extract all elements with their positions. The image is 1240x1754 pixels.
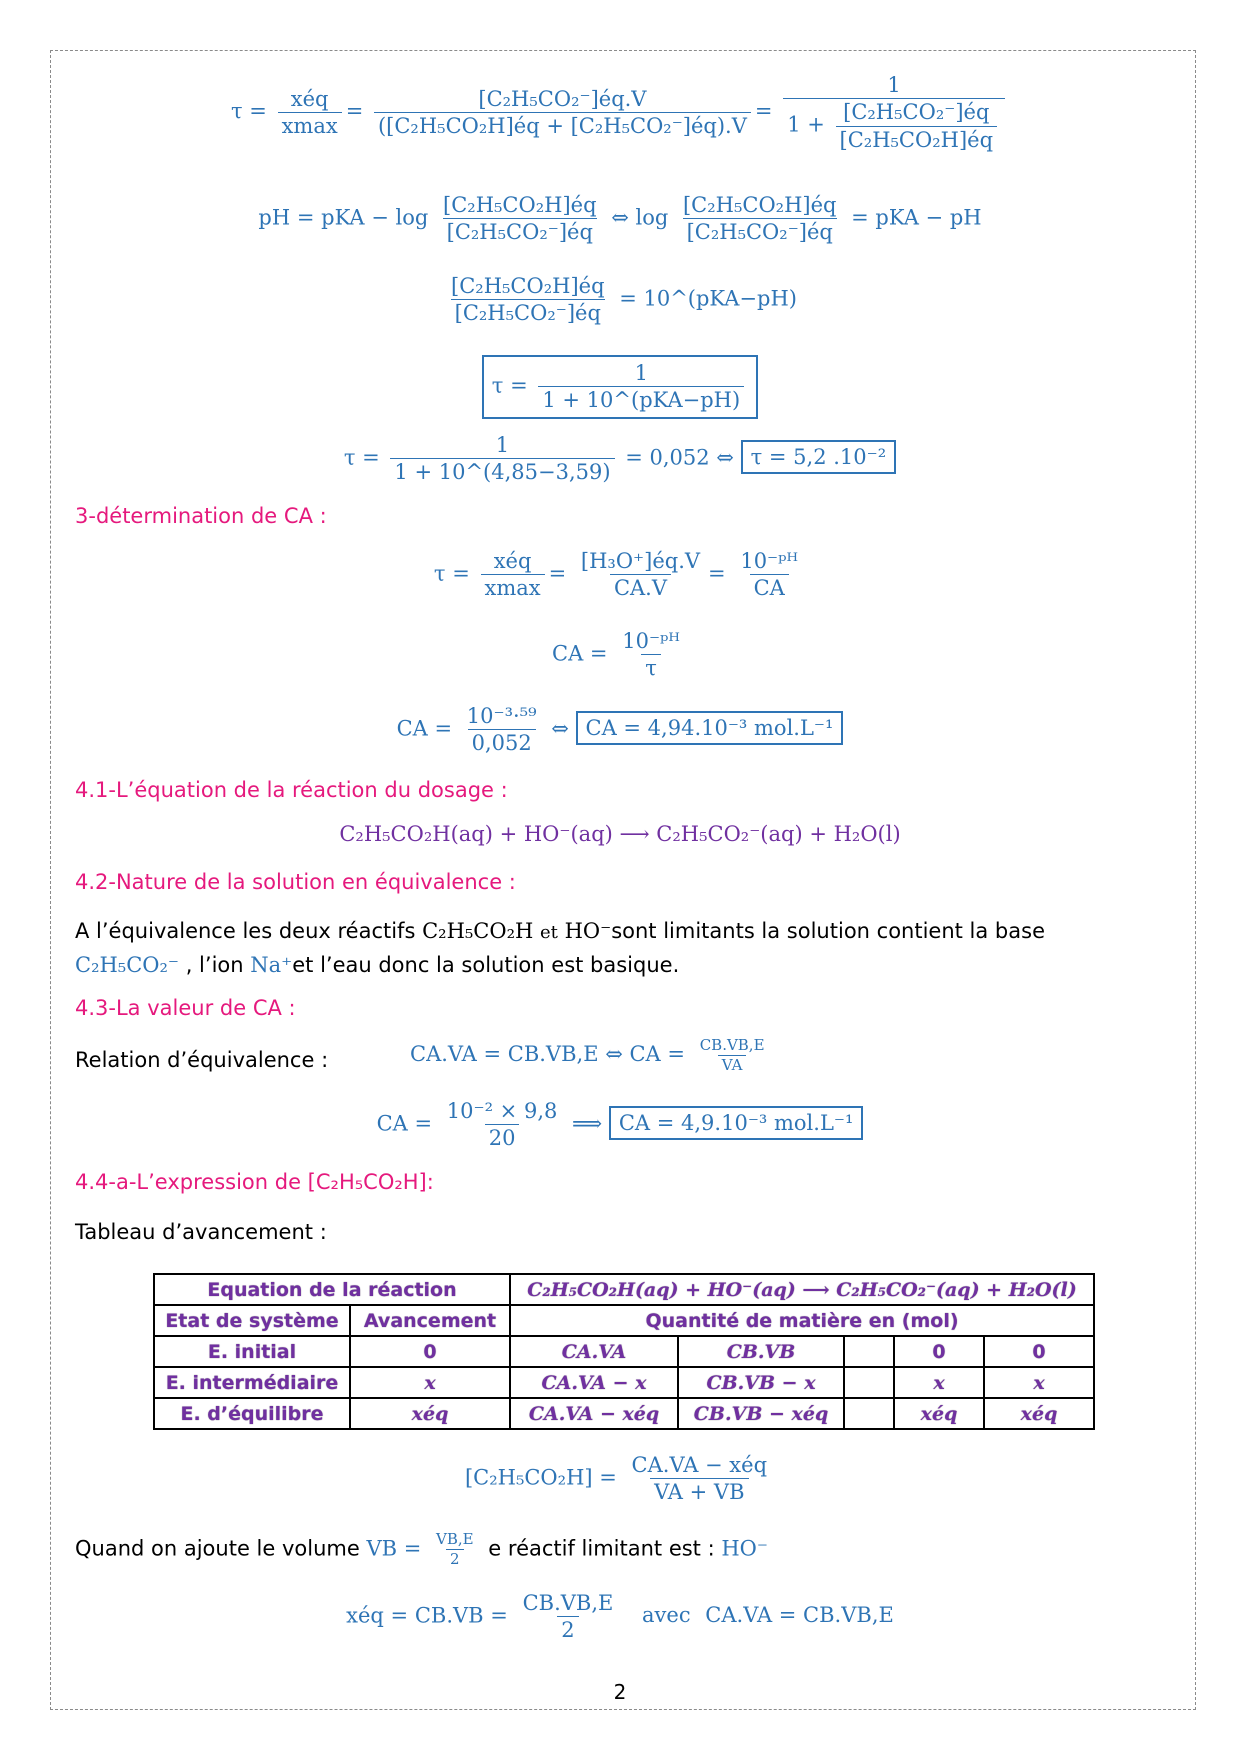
tau-result: τ = 5,2 .10⁻² [741,440,897,474]
text: , l’ion [185,953,244,977]
table-cell: xéq [894,1398,984,1429]
frac-den: 1 + 10^(pKA−pH) [538,386,744,413]
text: A l’équivalence les deux réactifs [75,919,416,943]
text: et [540,922,558,943]
frac-num: 10⁻² × 9,8 [446,1099,558,1123]
table-equation: C₂H₅CO₂H(aq) + HO⁻(aq) ⟶ C₂H₅CO₂⁻(aq) + H₂O(l) [510,1274,1094,1305]
xeq-relation: CA.VA = CB.VB,E [705,1603,894,1628]
text: sont limitants la solution contient la base [611,919,1045,943]
avec-text: avec [642,1603,691,1628]
frac-num: 1 [887,73,901,97]
frac-num: [C₂H₅CO₂H]éq [443,193,597,217]
table-cell: 0 [350,1336,510,1367]
frac-num: 10⁻³·⁵⁹ [466,704,537,728]
frac-num: [C₂H₅CO₂H]éq [682,193,837,217]
text: Quand on ajoute le volume [75,1536,360,1561]
vb-lhs: VB = [366,1536,422,1561]
frac-den: [C₂H₅CO₂⁻]éq [683,218,837,245]
frac-den: xmax [278,112,342,139]
frac-num: [C₂H₅CO₂⁻]éq.V [478,86,647,111]
frac-den: 2 [557,1616,578,1643]
tau-lhs: τ = [433,561,470,586]
equation-tau-ca: τ = $\frac{\text{xéq}}{xmax}$ = $\frac{\text{[H₃O⁺]éq.V}}{CA.V}$ = $\frac{\text{10⁻ᵖᴴ}}{CA}$ [0,548,1240,602]
reaction-equation: C₂H₅CO₂H(aq) + HO⁻(aq) ⟶ C₂H₅CO₂⁻(aq) + H₂O(l) [339,822,901,846]
ph-rhs: = pKA − pH [851,205,982,230]
tau-lhs: τ = [230,98,267,123]
table-header: Avancement [350,1305,510,1336]
conjugate-base: C₂H₅CO₂⁻ [75,953,180,977]
equation-concentration [0,1452,1240,1506]
equation-ca-expression [0,628,1240,682]
frac-num: [C₂H₅CO₂⁻]éq [843,100,990,125]
advancement-table [153,1273,1095,1430]
section-42-heading: 4.2-Nature de la solution en équivalence : [75,870,516,894]
text: et l’eau donc la solution est basique. [292,953,680,977]
section-3-heading: 3-détermination de CA : [75,504,327,528]
xeq-lhs: xéq = CB.VB = [346,1603,508,1628]
ratio-rhs: = 10^(pKA−pH) [619,286,797,311]
table-cell: xéq [984,1398,1094,1429]
table-cell: 0 [984,1336,1094,1367]
text: e réactif limitant est : [488,1536,715,1561]
table-header: Etat de système [154,1305,350,1336]
frac-den: ([C₂H₅CO₂H]éq + [C₂H₅CO₂⁻]éq).V [374,112,751,139]
table-cell: CB.VB [678,1336,844,1367]
ca-lhs: CA = [376,1111,433,1136]
table-cell: x [894,1367,984,1398]
frac-den: CA.V [610,574,671,601]
equation-xeq [0,1590,1240,1644]
frac-den: [C₂H₅CO₂⁻]éq [443,218,597,245]
frac-num: [C₂H₅CO₂H]éq [451,274,605,298]
page-number: 2 [613,1680,627,1704]
table-cell: CB.VB − x [678,1367,844,1398]
frac-den: [C₂H₅CO₂⁻]éq [451,299,605,326]
frac-den: xmax [481,574,545,601]
frac-den-prefix: 1 + [787,112,825,137]
frac-num: CA.VA − xéq [631,1453,768,1477]
table-cell: CB.VB − xéq [678,1398,844,1429]
ph-lhs: pH = pKA − log [258,205,429,230]
frac-den: CA [750,574,789,601]
vb-line [75,1530,1165,1569]
tau-lhs: τ = [343,445,380,470]
equation-tau-numeric [0,432,1240,486]
table-cell: x [350,1367,510,1398]
relation-text: CA.VA = CB.VB,E ⇔ CA = [410,1041,685,1066]
frac-num: CB.VB,E [522,1591,614,1615]
table-row [154,1336,1094,1367]
frac-num: 1 [634,361,648,385]
table-cell [844,1398,894,1429]
frac-den: [C₂H₅CO₂H]éq [836,126,998,153]
table-cell: CA.VA [510,1336,678,1367]
frac-num: CB.VB,E [699,1036,765,1054]
reactant-base: HO⁻ [564,919,612,943]
equation-ca-value [0,703,1240,757]
frac-num: 10⁻ᵖᴴ [622,629,680,653]
table-row [154,1367,1094,1398]
equivalence-label: Relation d’équivalence : [75,1048,329,1072]
table-header: Equation de la réaction [154,1274,510,1305]
table-header: Quantité de matière en (mol) [510,1305,1094,1336]
frac-num: 1 [495,433,510,457]
equivalence-arrow: ⇔ [551,716,569,741]
frac-num: xéq [290,86,329,111]
table-cell: CA.VA − xéq [510,1398,678,1429]
table-cell: E. initial [154,1336,350,1367]
frac-den: 0,052 [468,729,536,756]
frac-den: τ [641,654,661,681]
frac-num: [H₃O⁺]éq.V [580,549,701,573]
table-label: Tableau d’avancement : [75,1220,327,1244]
implies-arrow: ⟹ [572,1111,603,1136]
table-cell: 0 [894,1336,984,1367]
table-cell: xéq [350,1398,510,1429]
reactant-acid: C₂H₅CO₂H [422,919,534,943]
frac-den: VA [718,1055,747,1075]
table-cell: x [984,1367,1094,1398]
frac-den: 2 [446,1549,464,1569]
table-cell [844,1336,894,1367]
frac-num: 10⁻ᵖᴴ [740,549,799,573]
equation-ph [0,192,1240,246]
conc-lhs: [C₂H₅CO₂H] = [464,1465,617,1490]
equation-ca-calc [0,1098,1240,1152]
ph-mid: ⇔ log [611,205,669,230]
equivalence-relation [410,1036,773,1075]
frac-num: VB,E [436,1530,474,1548]
equation-tau-ratio: τ = $\frac{\text{xéq}}{xmax}$ = $\frac{\text{[C₂H₅CO₂⁻]éq.V}}{\text{([C₂H₅CO₂H]éq + [C₂H₅CO₂⁻]éq).V}}$ = 1 1 + $\frac{\text{[C₂H₅CO₂⁻]éq}}{\text{[C₂H₅CO₂H]éq}}$ [0,72,1240,153]
table-cell [844,1367,894,1398]
ca-lhs: CA = [552,641,608,666]
limiting-reagent: HO⁻ [721,1536,768,1561]
section-41-heading: 4.1-L’équation de la réaction du dosage : [75,778,508,802]
section-42-paragraph [75,915,1165,982]
ca-result: CA = 4,9.10⁻³ mol.L⁻¹ [609,1106,864,1140]
ca-lhs: CA = [396,716,453,741]
section-43-heading: 4.3-La valeur de CA : [75,996,296,1020]
equation-tau-boxed [0,355,1240,419]
frac-den: VA + VB [650,1478,748,1505]
table-cell: CA.VA − x [510,1367,678,1398]
tau-lhs: τ = [491,373,528,398]
ca-result: CA = 4,94.10⁻³ mol.L⁻¹ [576,711,844,745]
frac-num: xéq [493,549,532,573]
sodium-ion: Na⁺ [250,953,293,977]
frac-den: 20 [485,1124,520,1151]
frac-den: 1 + 10^(4,85−3,59) [390,458,614,485]
table-cell: E. d’équilibre [154,1398,350,1429]
tau-mid: = 0,052 ⇔ [625,445,734,470]
table-row [154,1398,1094,1429]
table-cell: E. intermédiaire [154,1367,350,1398]
section-44-heading: 4.4-a-L’expression de [C₂H₅CO₂H]: [75,1170,434,1194]
equation-ratio [0,273,1240,327]
